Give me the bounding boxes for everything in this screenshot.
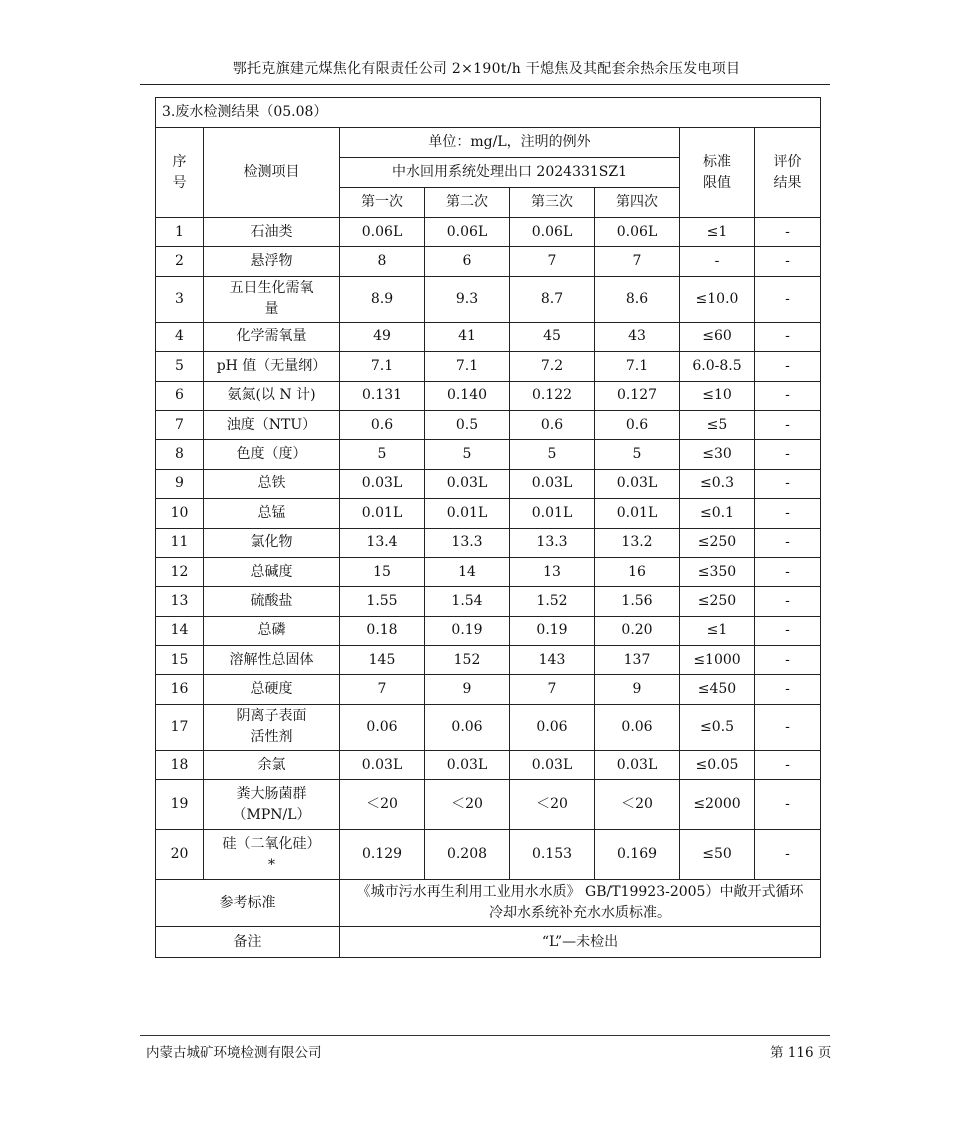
row-item: 悬浮物 — [204, 247, 340, 276]
row-value-4: 0.6 — [595, 410, 680, 439]
row-value-4: 43 — [595, 322, 680, 351]
row-value-1: 0.129 — [340, 830, 425, 880]
row-value-2: ＜20 — [425, 780, 510, 830]
row-value-2: 152 — [425, 646, 510, 675]
header-divider — [140, 84, 830, 85]
row-number: 19 — [156, 780, 204, 830]
row-standard: ≤350 — [680, 557, 755, 586]
row-evaluation: - — [755, 704, 821, 750]
row-standard: ≤250 — [680, 528, 755, 557]
row-number: 4 — [156, 322, 204, 351]
row-evaluation: - — [755, 381, 821, 410]
table-row — [156, 218, 821, 247]
row-value-4: 0.06 — [595, 704, 680, 750]
row-value-1: ＜20 — [340, 780, 425, 830]
row-value-3: ＜20 — [510, 780, 595, 830]
row-standard: - — [680, 247, 755, 276]
row-value-1: 0.01L — [340, 499, 425, 528]
col-header-time-2: 第二次 — [425, 188, 510, 218]
row-value-2: 0.208 — [425, 830, 510, 880]
row-item: 浊度（NTU） — [204, 410, 340, 439]
col-header-time-4: 第四次 — [595, 188, 680, 218]
row-item: 总碱度 — [204, 557, 340, 586]
table-row — [156, 704, 821, 750]
row-number: 14 — [156, 616, 204, 645]
row-value-4: 7 — [595, 247, 680, 276]
row-value-1: 0.06L — [340, 218, 425, 247]
row-value-4: 0.06L — [595, 218, 680, 247]
table-row — [156, 750, 821, 779]
row-value-3: 45 — [510, 322, 595, 351]
row-evaluation: - — [755, 675, 821, 704]
row-value-2: 9 — [425, 675, 510, 704]
row-item: 余氯 — [204, 750, 340, 779]
row-value-2: 0.19 — [425, 616, 510, 645]
row-number: 15 — [156, 646, 204, 675]
row-value-2: 5 — [425, 440, 510, 469]
row-standard: ≤10.0 — [680, 276, 755, 322]
row-value-4: 0.169 — [595, 830, 680, 880]
reference-text: 《城市污水再生利用工业用水水质》 GB/T19923-2005）中敞开式循环 冷却水系统补充水水质标准。 — [340, 880, 821, 927]
row-number: 12 — [156, 557, 204, 586]
row-item: 氨氮(以 N 计) — [204, 381, 340, 410]
row-number: 2 — [156, 247, 204, 276]
row-value-3: 0.06 — [510, 704, 595, 750]
row-value-2: 0.03L — [425, 750, 510, 779]
row-evaluation: - — [755, 218, 821, 247]
footer-divider — [140, 1035, 830, 1036]
row-value-1: 15 — [340, 557, 425, 586]
row-standard: ≤450 — [680, 675, 755, 704]
row-value-4: 9 — [595, 675, 680, 704]
row-value-2: 6 — [425, 247, 510, 276]
row-item: 五日生化需氧 量 — [204, 276, 340, 322]
row-value-4: 0.03L — [595, 469, 680, 498]
row-value-2: 0.01L — [425, 499, 510, 528]
row-value-4: 0.20 — [595, 616, 680, 645]
row-standard: ≤0.3 — [680, 469, 755, 498]
row-standard: ≤5 — [680, 410, 755, 439]
row-value-3: 0.03L — [510, 750, 595, 779]
row-value-1: 8 — [340, 247, 425, 276]
row-number: 3 — [156, 276, 204, 322]
row-evaluation: - — [755, 410, 821, 439]
row-value-4: 1.56 — [595, 587, 680, 616]
row-number: 17 — [156, 704, 204, 750]
row-standard: ≤60 — [680, 322, 755, 351]
note-label: 备注 — [156, 927, 340, 958]
row-evaluation: - — [755, 276, 821, 322]
row-item: 总铁 — [204, 469, 340, 498]
row-item: 化学需氧量 — [204, 322, 340, 351]
row-number: 11 — [156, 528, 204, 557]
row-number: 9 — [156, 469, 204, 498]
table-row — [156, 499, 821, 528]
row-value-3: 13.3 — [510, 528, 595, 557]
row-standard: ≤0.05 — [680, 750, 755, 779]
row-item: 粪大肠菌群 （MPN/L） — [204, 780, 340, 830]
row-value-3: 8.7 — [510, 276, 595, 322]
row-value-1: 145 — [340, 646, 425, 675]
row-standard: ≤0.1 — [680, 499, 755, 528]
row-evaluation: - — [755, 616, 821, 645]
unit-note: 单位：mg/L，注明的例外 — [340, 128, 680, 158]
table-row — [156, 646, 821, 675]
col-header-standard: 标准 限值 — [680, 128, 755, 218]
row-standard: ≤50 — [680, 830, 755, 880]
row-number: 10 — [156, 499, 204, 528]
row-evaluation: - — [755, 830, 821, 880]
row-number: 7 — [156, 410, 204, 439]
row-value-2: 14 — [425, 557, 510, 586]
row-value-3: 0.19 — [510, 616, 595, 645]
row-value-1: 7.1 — [340, 352, 425, 381]
table-row — [156, 587, 821, 616]
row-number: 1 — [156, 218, 204, 247]
row-value-4: 0.03L — [595, 750, 680, 779]
table-row — [156, 830, 821, 880]
note-text: “L”—未检出 — [340, 927, 821, 958]
row-evaluation: - — [755, 322, 821, 351]
reference-label: 参考标准 — [156, 880, 340, 927]
row-standard: 6.0-8.5 — [680, 352, 755, 381]
row-standard: ≤1 — [680, 218, 755, 247]
row-value-4: 137 — [595, 646, 680, 675]
footer-company: 内蒙古城矿环境检测有限公司 — [146, 1045, 322, 1061]
row-number: 18 — [156, 750, 204, 779]
row-standard: ≤10 — [680, 381, 755, 410]
row-value-4: 16 — [595, 557, 680, 586]
row-value-3: 1.52 — [510, 587, 595, 616]
table-row — [156, 440, 821, 469]
col-header-seq: 序 号 — [156, 128, 204, 218]
row-evaluation: - — [755, 750, 821, 779]
col-header-item: 检测项目 — [204, 128, 340, 218]
row-standard: ≤1000 — [680, 646, 755, 675]
col-header-evaluation: 评价 结果 — [755, 128, 821, 218]
row-value-4: 0.01L — [595, 499, 680, 528]
row-number: 6 — [156, 381, 204, 410]
col-header-time-3: 第三次 — [510, 188, 595, 218]
row-item: 溶解性总固体 — [204, 646, 340, 675]
table-row — [156, 469, 821, 498]
row-item: 总硬度 — [204, 675, 340, 704]
row-evaluation: - — [755, 352, 821, 381]
row-value-4: 13.2 — [595, 528, 680, 557]
row-number: 5 — [156, 352, 204, 381]
row-value-3: 13 — [510, 557, 595, 586]
row-value-2: 9.3 — [425, 276, 510, 322]
row-evaluation: - — [755, 247, 821, 276]
row-item: 硫酸盐 — [204, 587, 340, 616]
table-row — [156, 410, 821, 439]
row-value-2: 0.140 — [425, 381, 510, 410]
row-value-2: 13.3 — [425, 528, 510, 557]
row-number: 8 — [156, 440, 204, 469]
row-value-4: 0.127 — [595, 381, 680, 410]
table-row — [156, 616, 821, 645]
row-value-1: 0.03L — [340, 750, 425, 779]
col-header-time-1: 第一次 — [340, 188, 425, 218]
row-value-3: 0.6 — [510, 410, 595, 439]
row-value-1: 7 — [340, 675, 425, 704]
row-number: 20 — [156, 830, 204, 880]
row-value-2: 0.5 — [425, 410, 510, 439]
table-row — [156, 276, 821, 322]
reference-row — [156, 880, 821, 927]
row-value-3: 0.122 — [510, 381, 595, 410]
table-row — [156, 675, 821, 704]
table-row — [156, 352, 821, 381]
row-evaluation: - — [755, 440, 821, 469]
row-item: 色度（度） — [204, 440, 340, 469]
row-standard: ≤0.5 — [680, 704, 755, 750]
row-value-4: 5 — [595, 440, 680, 469]
row-item: 总锰 — [204, 499, 340, 528]
row-value-1: 0.6 — [340, 410, 425, 439]
row-item: pH 值（无量纲） — [204, 352, 340, 381]
row-value-3: 0.03L — [510, 469, 595, 498]
row-value-2: 1.54 — [425, 587, 510, 616]
row-item: 硅（二氧化硅） * — [204, 830, 340, 880]
row-evaluation: - — [755, 528, 821, 557]
row-value-3: 143 — [510, 646, 595, 675]
row-value-4: 8.6 — [595, 276, 680, 322]
row-value-4: ＜20 — [595, 780, 680, 830]
table-row — [156, 322, 821, 351]
row-evaluation: - — [755, 557, 821, 586]
row-value-3: 7 — [510, 247, 595, 276]
row-standard: ≤30 — [680, 440, 755, 469]
row-item: 石油类 — [204, 218, 340, 247]
note-row — [156, 927, 821, 958]
table-row — [156, 381, 821, 410]
row-value-1: 0.18 — [340, 616, 425, 645]
row-value-2: 41 — [425, 322, 510, 351]
document-header-title: 鄂托克旗建元煤焦化有限责任公司 2×190t/h 干熄焦及其配套余热余压发电项目 — [232, 61, 741, 77]
table-row — [156, 528, 821, 557]
row-item: 氯化物 — [204, 528, 340, 557]
row-value-3: 0.06L — [510, 218, 595, 247]
row-value-2: 0.06 — [425, 704, 510, 750]
row-value-1: 5 — [340, 440, 425, 469]
table-row — [156, 247, 821, 276]
table-row — [156, 557, 821, 586]
row-value-3: 7 — [510, 675, 595, 704]
row-value-1: 0.131 — [340, 381, 425, 410]
row-standard: ≤2000 — [680, 780, 755, 830]
table-row — [156, 780, 821, 830]
row-value-3: 5 — [510, 440, 595, 469]
row-item: 总磷 — [204, 616, 340, 645]
row-value-3: 0.153 — [510, 830, 595, 880]
row-value-1: 49 — [340, 322, 425, 351]
row-value-1: 0.03L — [340, 469, 425, 498]
row-value-1: 8.9 — [340, 276, 425, 322]
row-value-2: 0.03L — [425, 469, 510, 498]
row-evaluation: - — [755, 587, 821, 616]
section-title: 3.废水检测结果（05.08） — [156, 98, 821, 128]
row-standard: ≤250 — [680, 587, 755, 616]
wastewater-results-table — [155, 97, 821, 958]
row-value-3: 7.2 — [510, 352, 595, 381]
row-value-3: 0.01L — [510, 499, 595, 528]
row-value-2: 0.06L — [425, 218, 510, 247]
footer-page-number: 第 116 页 — [770, 1045, 832, 1061]
row-value-1: 0.06 — [340, 704, 425, 750]
row-item: 阴离子表面 活性剂 — [204, 704, 340, 750]
row-value-2: 7.1 — [425, 352, 510, 381]
row-evaluation: - — [755, 780, 821, 830]
row-evaluation: - — [755, 499, 821, 528]
row-standard: ≤1 — [680, 616, 755, 645]
row-evaluation: - — [755, 646, 821, 675]
row-value-4: 7.1 — [595, 352, 680, 381]
row-number: 13 — [156, 587, 204, 616]
row-value-1: 1.55 — [340, 587, 425, 616]
row-evaluation: - — [755, 469, 821, 498]
sampling-point: 中水回用系统处理出口 2024331SZ1 — [340, 158, 680, 188]
row-number: 16 — [156, 675, 204, 704]
row-value-1: 13.4 — [340, 528, 425, 557]
